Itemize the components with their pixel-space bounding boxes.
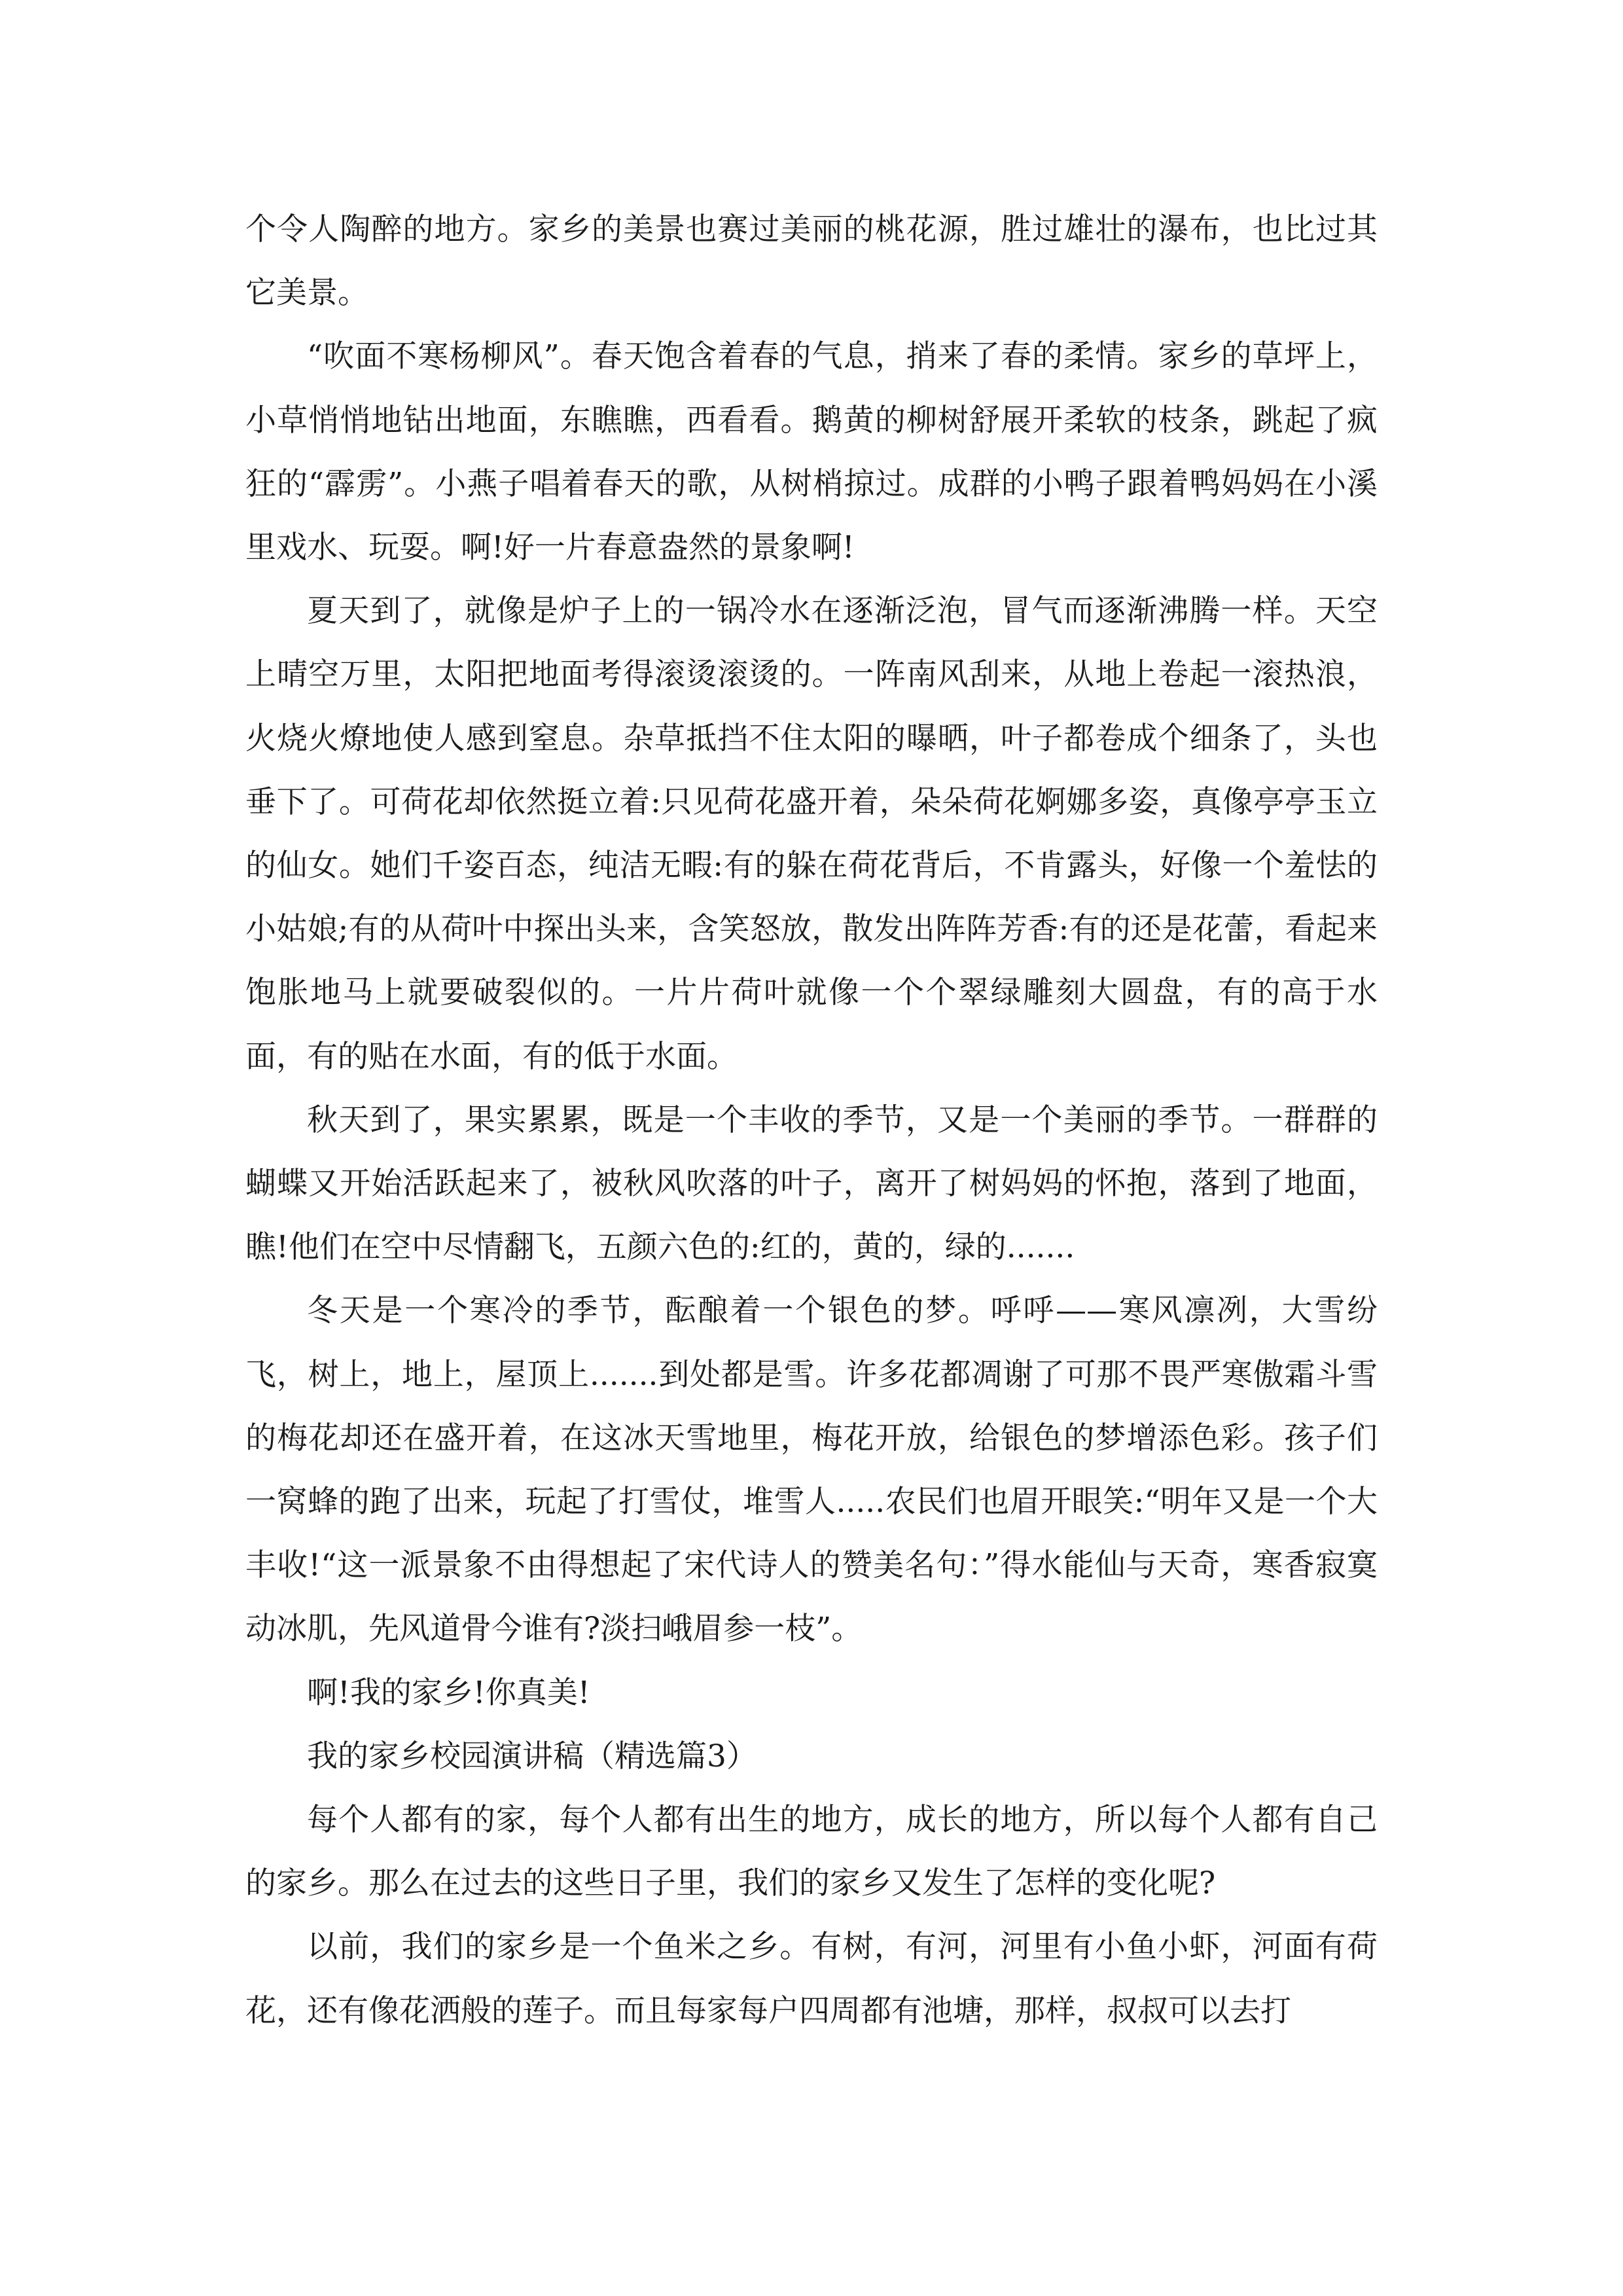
- paragraph-closing: 啊!我的家乡!你真美!: [307, 1674, 590, 1711]
- paragraph-spring: “吹面不寒杨柳风”。春天饱含着春的气息，捎来了春的柔情。家乡的草坪上，小草悄悄地钻出地面，东瞧瞧，西看看。鹅黄的柳树舒展开柔软的枝条，跳起了疯狂的“霹雳”。小燕子唱着春天的歌，从树梢掠过。成群的小鸭子跟着鸭妈妈在小溪里戏水、玩耍。啊!好一片春意盎然的景象啊!: [245, 338, 1378, 566]
- paragraph-new-section-intro: 每个人都有的家，每个人都有出生的地方，成长的地方，所以每个人都有自己的家乡。那么在过去的这些日子里，我们的家乡又发生了怎样的变化呢?: [245, 1802, 1378, 1902]
- section-heading: 我的家乡校园演讲稿（精选篇3）: [307, 1738, 757, 1774]
- paragraph-winter: 冬天是一个寒冷的季节，酝酿着一个银色的梦。呼呼——寒风凛冽，大雪纷飞，树上，地上，屋顶上.......到处都是雪。许多花都凋谢了可那不畏严寒傲霜斗雪的梅花却还在盛开着，在这冰天雪地里，梅花开放，给银色的梦增添色彩。孩子们一窝蜂的跑了出来，玩起了打雪仗，堆雪人.....农民们也眉开眼笑:“明年又是一个大丰收!“这一派景象不由得想起了宋代诗人的赞美名句：”得水能仙与天奇，寒香寂寞动冰肌，先风道骨今谁有?淡扫峨眉参一枝”。: [245, 1293, 1378, 1647]
- paragraph-autumn: 秋天到了，果实累累，既是一个丰收的季节，又是一个美丽的季节。一群群的蝴蝶又开始活跃起来了，被秋风吹落的叶子，离开了树妈妈的怀抱，落到了地面，瞧!他们在空中尽情翻飞，五颜六色的:红的，黄的，绿的.......: [245, 1102, 1378, 1266]
- paragraph-intro-continued: 个令人陶醉的地方。家乡的美景也赛过美丽的桃花源，胜过雄壮的瀑布，也比过其它美景。: [245, 211, 1378, 312]
- document-body: [245, 198, 1378, 2043]
- paragraph-summer: 夏天到了，就像是炉子上的一锅冷水在逐渐泛泡，冒气而逐渐沸腾一样。天空上晴空万里，太阳把地面考得滚烫滚烫的。一阵南风刮来，从地上卷起一滚热浪，火烧火燎地使人感到窒息。杂草抵挡不住太阳的曝晒，叶子都卷成个细条了，头也垂下了。可荷花却依然挺立着:只见荷花盛开着，朵朵荷花婀娜多姿，真像亭亭玉立的仙女。她们千姿百态，纯洁无暇:有的躲在荷花背后，不肯露头，好像一个羞怯的小姑娘;有的从荷叶中探出头来，含笑怒放，散发出阵阵芳香:有的还是花蕾，看起来饱胀地马上就要破裂似的。一片片荷叶就像一个个翠绿雕刻大圆盘，有的高于水面，有的贴在水面，有的低于水面。: [245, 593, 1378, 1075]
- paragraph-past-hometown: 以前，我们的家乡是一个鱼米之乡。有树，有河，河里有小鱼小虾，河面有荷花，还有像花洒般的莲子。而且每家每户四周都有池塘，那样，叔叔可以去打: [245, 1929, 1378, 2029]
